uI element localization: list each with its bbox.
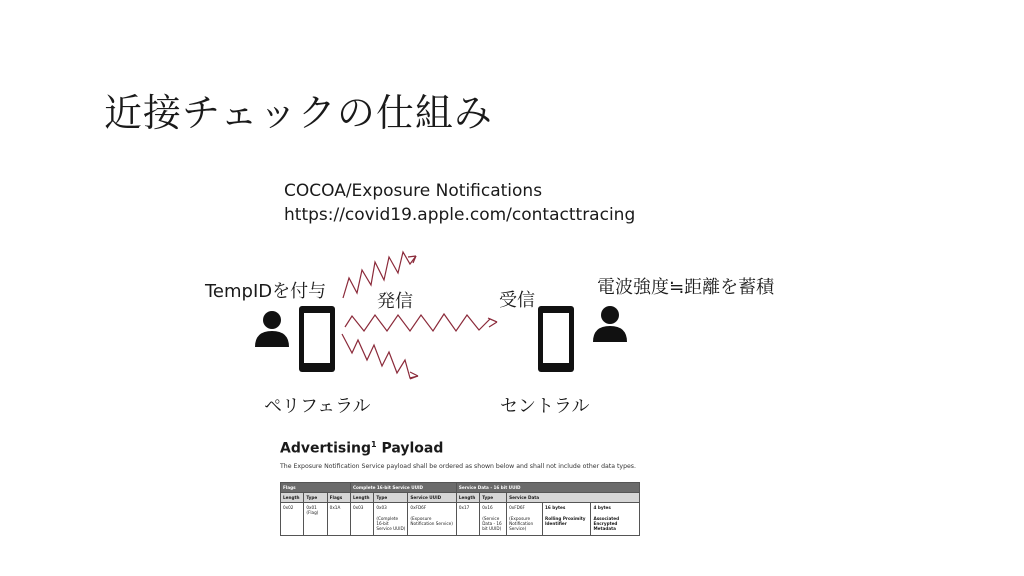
smartphone-icon — [538, 306, 574, 372]
table-cell: 4 bytes Associated Encrypted Metadata — [591, 503, 640, 536]
signal-wave-center — [345, 314, 497, 331]
table-cell: 16 bytes Rolling Proximity Identifier — [543, 503, 591, 536]
column-header: Length — [350, 492, 373, 502]
table-cell: 0xFD6F (Exposure Notification Service) — [408, 503, 456, 536]
central-label: セントラル — [500, 396, 590, 417]
payload-title-footnote: 1 — [371, 440, 377, 449]
column-header: Type — [480, 492, 507, 502]
table-group-row — [281, 482, 640, 492]
group-header: Service Data - 16 bit UUID — [456, 482, 639, 492]
group-header: Flags — [281, 482, 351, 492]
reference-name: COCOA/Exposure Notifications — [284, 181, 543, 201]
group-header: Complete 16-bit Service UUID — [350, 482, 456, 492]
smartphone-icon — [299, 306, 335, 372]
tempid-label: TempIDを付与 — [205, 281, 327, 302]
store-label: 電波強度≒距離を蓄積 — [597, 277, 775, 298]
table-header-row — [281, 492, 640, 502]
column-header: Service Data — [507, 492, 640, 502]
column-header: Service UUID — [408, 492, 456, 502]
person-icon — [593, 306, 627, 342]
table-cell: 0x02 — [281, 503, 304, 536]
payload-table — [280, 482, 640, 537]
column-header: Type — [304, 492, 327, 502]
peripheral-label: ペリフェラル — [264, 396, 371, 417]
person-icon — [255, 311, 289, 347]
column-header: Length — [281, 492, 304, 502]
table-cell: 0x03 (Complete 16-bit Service UUID) — [374, 503, 408, 536]
column-header: Type — [374, 492, 408, 502]
slide-title: 近接チェックの仕組み — [104, 91, 493, 135]
column-header: Length — [456, 492, 479, 502]
reference-url: https://covid19.apple.com/contacttracing — [284, 205, 636, 225]
advertising-payload-figure — [280, 440, 640, 564]
column-header: Flags — [327, 492, 350, 502]
payload-title-suffix: Payload — [376, 440, 444, 457]
send-label: 発信 — [377, 291, 413, 312]
table-cell: 0x16 (Service Data - 16 bit UUID) — [480, 503, 507, 536]
payload-title — [280, 440, 640, 457]
table-cell: 0x01 (Flag) — [304, 503, 327, 536]
payload-title-text: Advertising — [280, 440, 371, 457]
payload-description: The Exposure Notification Service payload shall be ordered as shown below and shall not include other data types. — [280, 462, 636, 470]
table-cell: 0x03 — [350, 503, 373, 536]
signal-wave-down — [342, 334, 418, 379]
table-cell: 0xFD6F (Exposure Notification Service) — [507, 503, 543, 536]
table-row — [281, 503, 640, 536]
table-cell: 0x1A — [327, 503, 350, 536]
table-cell: 0x17 — [456, 503, 479, 536]
receive-label: 受信 — [499, 290, 535, 311]
